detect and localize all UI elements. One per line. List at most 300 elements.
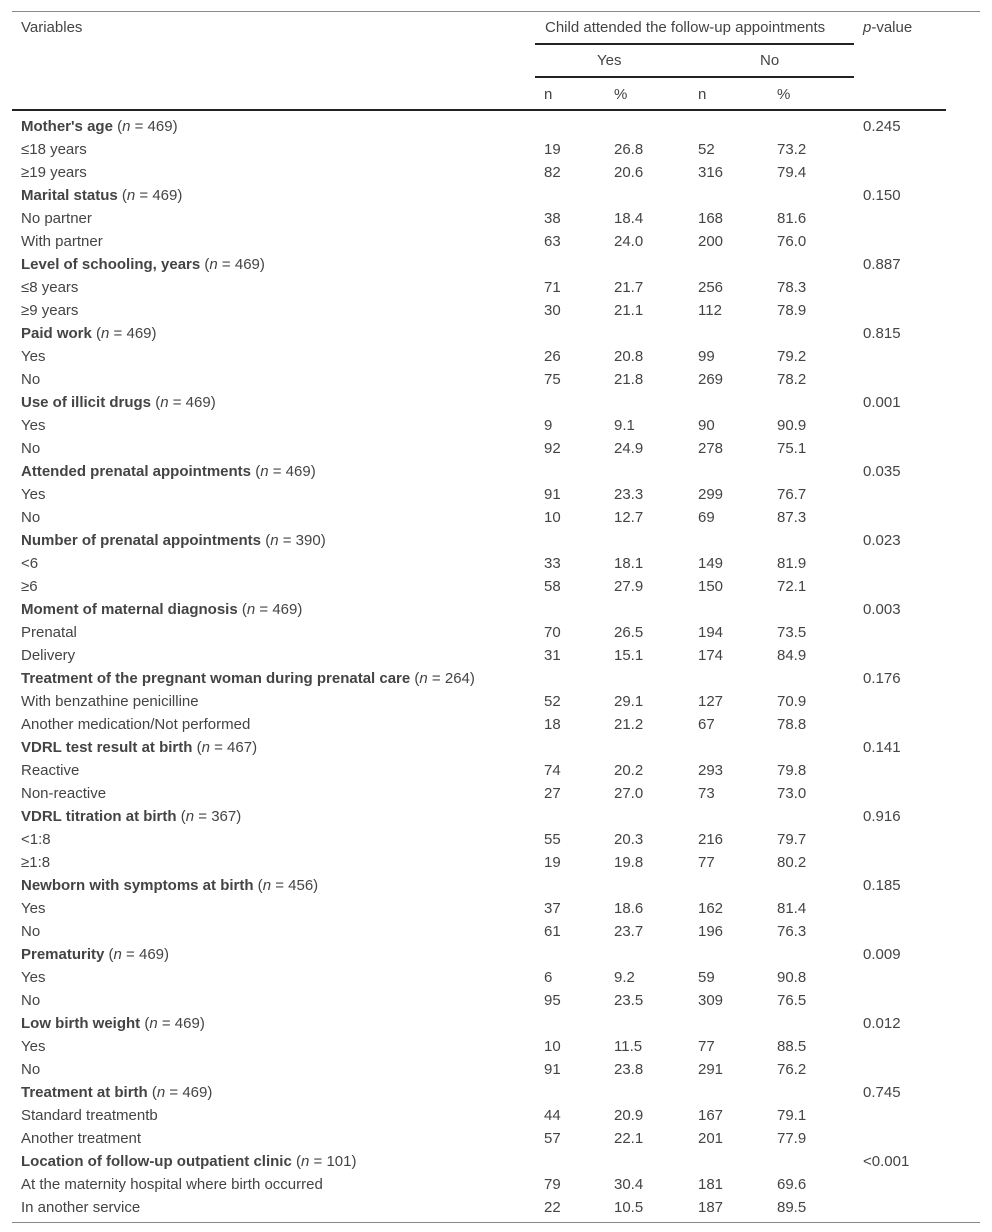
subgroup-underline — [535, 76, 854, 78]
row-label: Another medication/Not performed — [21, 716, 251, 733]
p-value: <0.001 — [863, 1153, 910, 1170]
section-row — [12, 253, 980, 276]
no-count: 194 — [698, 624, 724, 641]
sample-size-symbol: n — [160, 394, 169, 411]
section-label — [21, 322, 157, 345]
yes-percent: 26.5 — [614, 624, 644, 641]
table-row — [12, 690, 980, 713]
no-count: 69 — [698, 509, 715, 526]
section-sample-size: (n = 469) — [117, 187, 183, 204]
section-row — [12, 736, 980, 759]
yes-percent: 23.5 — [614, 992, 644, 1009]
no-percent: 79.4 — [777, 164, 807, 181]
sample-size-value: 469 — [234, 256, 260, 273]
table-row — [12, 437, 980, 460]
row-label: No partner — [21, 210, 92, 227]
group-underline — [535, 43, 854, 45]
table-row — [12, 368, 980, 391]
row-label: Yes — [21, 900, 46, 917]
section-title: Attended prenatal appointments — [21, 463, 252, 480]
yes-count: 57 — [544, 1130, 561, 1147]
yes-count: 30 — [544, 302, 561, 319]
section-title: Newborn with symptoms at birth — [21, 877, 254, 894]
sample-size-symbol: n — [419, 670, 428, 687]
table-row — [12, 1058, 980, 1081]
section-label — [21, 1012, 205, 1035]
no-percent: 79.1 — [777, 1107, 807, 1124]
yes-percent: 20.8 — [614, 348, 644, 365]
sample-size-symbol: n — [300, 1153, 310, 1170]
section-sample-size: (n = 264) — [410, 670, 475, 687]
table-row — [12, 230, 980, 253]
no-percent: 90.8 — [777, 969, 807, 986]
no-percent: 84.9 — [777, 647, 807, 664]
table-row — [12, 989, 980, 1012]
no-count: 112 — [698, 302, 722, 319]
yes-count: 63 — [544, 233, 561, 250]
no-percent: 76.7 — [777, 486, 807, 503]
table-row — [12, 552, 980, 575]
section-title: Low birth weight — [21, 1015, 141, 1032]
row-label: <6 — [21, 555, 39, 572]
p-value: 0.150 — [863, 187, 901, 204]
yes-count: 10 — [544, 509, 561, 526]
no-percent: 81.4 — [777, 900, 807, 917]
row-label: Yes — [21, 1038, 46, 1055]
no-percent: 69.6 — [777, 1176, 807, 1193]
sample-size-symbol: n — [185, 808, 195, 825]
section-row — [12, 943, 980, 966]
no-percent: 73.5 — [777, 624, 807, 641]
section-label — [21, 874, 318, 897]
yes-count: 33 — [544, 555, 561, 572]
section-sample-size: (n = 469) — [104, 946, 170, 963]
sample-size-value: 469 — [152, 187, 178, 204]
section-sample-size: (n = 469) — [200, 256, 265, 273]
yes-percent: 26.8 — [614, 141, 644, 158]
section-row — [12, 184, 980, 207]
yes-percent: 18.1 — [614, 555, 644, 572]
row-label: Another treatment — [21, 1130, 142, 1147]
no-count: 187 — [698, 1199, 724, 1216]
table-row — [12, 713, 980, 736]
section-row — [12, 322, 980, 345]
header-p-rest: -value — [871, 19, 913, 36]
row-label: With benzathine penicilline — [21, 693, 199, 710]
no-count: 59 — [698, 969, 715, 986]
row-label: No — [21, 923, 41, 940]
section-sample-size: (n = 467) — [192, 739, 258, 756]
no-percent: 78.9 — [777, 302, 807, 319]
header-variables: Variables — [21, 19, 83, 36]
no-count: 299 — [698, 486, 724, 503]
sample-size-value: 469 — [285, 463, 311, 480]
no-count: 73 — [698, 785, 715, 802]
yes-count: 75 — [544, 371, 561, 388]
row-label: In another service — [21, 1199, 141, 1216]
section-row — [12, 115, 980, 138]
no-count: 167 — [698, 1107, 724, 1124]
section-label — [21, 529, 326, 552]
p-value: 0.916 — [863, 808, 901, 825]
table-row — [12, 575, 980, 598]
no-count: 278 — [698, 440, 724, 457]
yes-percent: 21.7 — [614, 279, 644, 296]
section-row — [12, 874, 980, 897]
table-row — [12, 851, 980, 874]
yes-count: 92 — [544, 440, 561, 457]
row-label: Yes — [21, 969, 46, 986]
yes-percent: 20.3 — [614, 831, 644, 848]
section-sample-size: (n = 469) — [147, 1084, 213, 1101]
section-row — [12, 1081, 980, 1104]
section-row — [12, 598, 980, 621]
no-count: 149 — [698, 555, 724, 572]
yes-count: 6 — [544, 969, 553, 986]
yes-percent: 24.0 — [614, 233, 644, 250]
section-title: Marital status — [21, 187, 118, 204]
table-body — [12, 115, 980, 1219]
no-count: 196 — [698, 923, 724, 940]
row-label: ≥6 — [21, 578, 38, 595]
sample-size-symbol: n — [201, 739, 210, 756]
section-sample-size: (n = 469) — [112, 118, 178, 135]
table-row — [12, 621, 980, 644]
section-label — [21, 253, 265, 276]
header-yes-pct: % — [614, 86, 628, 103]
section-sample-size: (n = 390) — [261, 532, 326, 549]
no-count: 316 — [698, 164, 724, 181]
no-count: 256 — [698, 279, 724, 296]
no-percent: 75.1 — [777, 440, 807, 457]
yes-count: 71 — [544, 279, 561, 296]
no-count: 291 — [698, 1061, 724, 1078]
sample-size-value: 456 — [288, 877, 314, 894]
p-value: 0.887 — [863, 256, 901, 273]
row-label: No — [21, 440, 41, 457]
section-label — [21, 1081, 212, 1104]
table-row — [12, 138, 980, 161]
table-row — [12, 1104, 980, 1127]
table-row — [12, 299, 980, 322]
yes-count: 22 — [544, 1199, 561, 1216]
sample-size-symbol: n — [156, 1084, 166, 1101]
p-value: 0.245 — [863, 118, 901, 135]
sample-size-value: 101 — [326, 1153, 352, 1170]
table-row — [12, 1173, 980, 1196]
yes-percent: 18.6 — [614, 900, 644, 917]
section-title: VDRL titration at birth — [21, 808, 177, 825]
row-label: No — [21, 992, 41, 1009]
no-count: 201 — [698, 1130, 724, 1147]
sample-size-value: 367 — [211, 808, 237, 825]
yes-percent: 20.2 — [614, 762, 644, 779]
no-percent: 81.9 — [777, 555, 807, 572]
yes-count: 74 — [544, 762, 561, 779]
no-count: 269 — [698, 371, 724, 388]
header-p-italic: p — [863, 19, 872, 36]
p-value: 0.141 — [863, 739, 901, 756]
row-label: At the maternity hospital where birth occurred — [21, 1176, 323, 1193]
yes-percent: 21.1 — [614, 302, 644, 319]
sample-size-value: 469 — [272, 601, 298, 618]
row-label: ≥9 years — [21, 302, 79, 319]
header-yes: Yes — [597, 52, 622, 69]
sample-size-value: 469 — [185, 394, 211, 411]
table-row — [12, 414, 980, 437]
no-count: 127 — [698, 693, 724, 710]
yes-count: 19 — [544, 141, 561, 158]
sample-size-symbol: n — [113, 946, 122, 963]
section-sample-size: (n = 456) — [253, 877, 319, 894]
row-label: Standard treatmentb — [21, 1107, 158, 1124]
row-label: <1:8 — [21, 831, 51, 848]
yes-count: 79 — [544, 1176, 561, 1193]
section-title: Treatment of the pregnant woman during prenatal care — [21, 670, 411, 687]
yes-percent: 18.4 — [614, 210, 644, 227]
row-label: ≥1:8 — [21, 854, 51, 871]
section-title: Paid work — [21, 325, 92, 342]
table-row — [12, 345, 980, 368]
yes-count: 44 — [544, 1107, 561, 1124]
section-label — [21, 598, 302, 621]
yes-percent: 20.9 — [614, 1107, 644, 1124]
p-value: 0.009 — [863, 946, 901, 963]
section-title: Use of illicit drugs — [21, 394, 152, 411]
yes-count: 10 — [544, 1038, 561, 1055]
section-row — [12, 529, 980, 552]
yes-count: 37 — [544, 900, 561, 917]
no-count: 150 — [698, 578, 724, 595]
table-row — [12, 782, 980, 805]
no-percent: 76.0 — [777, 233, 807, 250]
sample-size-symbol: n — [260, 463, 269, 480]
yes-count: 95 — [544, 992, 561, 1009]
p-value: 0.012 — [863, 1015, 901, 1032]
section-label — [21, 391, 216, 414]
header-yes-n: n — [544, 86, 553, 103]
no-count: 162 — [698, 900, 724, 917]
yes-percent: 19.8 — [614, 854, 644, 871]
yes-percent: 29.1 — [614, 693, 644, 710]
sample-size-value: 469 — [182, 1084, 208, 1101]
p-value: 0.185 — [863, 877, 901, 894]
table-row — [12, 828, 980, 851]
p-value: 0.023 — [863, 532, 901, 549]
sample-size-value: 467 — [227, 739, 253, 756]
table-row — [12, 207, 980, 230]
yes-percent: 27.9 — [614, 578, 644, 595]
section-row — [12, 460, 980, 483]
sample-size-symbol: n — [149, 1015, 158, 1032]
table-row — [12, 897, 980, 920]
header-no-n: n — [698, 86, 707, 103]
section-sample-size: (n = 469) — [140, 1015, 205, 1032]
table-row — [12, 1196, 980, 1219]
section-label — [21, 115, 178, 138]
no-percent: 81.6 — [777, 210, 807, 227]
table-row — [12, 920, 980, 943]
no-count: 216 — [698, 831, 724, 848]
section-title: Number of prenatal appointments — [21, 532, 262, 549]
yes-count: 18 — [544, 716, 561, 733]
section-label — [21, 943, 169, 966]
row-label: Yes — [21, 348, 46, 365]
table-row — [12, 483, 980, 506]
p-value: 0.001 — [863, 394, 901, 411]
sample-size-symbol: n — [122, 118, 131, 135]
table-row — [12, 966, 980, 989]
no-percent: 78.3 — [777, 279, 807, 296]
p-value: 0.745 — [863, 1084, 901, 1101]
section-sample-size: (n = 469) — [237, 601, 303, 618]
header-no-pct: % — [777, 86, 791, 103]
yes-percent: 30.4 — [614, 1176, 644, 1193]
sample-size-symbol: n — [209, 256, 218, 273]
yes-count: 26 — [544, 348, 561, 365]
sample-size-value: 469 — [126, 325, 152, 342]
sample-size-value: 390 — [295, 532, 321, 549]
header-bottom-rule — [12, 109, 946, 111]
yes-percent: 20.6 — [614, 164, 644, 181]
section-row — [12, 1012, 980, 1035]
yes-count: 31 — [544, 647, 561, 664]
section-row — [12, 805, 980, 828]
section-row — [12, 1150, 980, 1173]
yes-percent: 21.2 — [614, 716, 644, 733]
no-count: 200 — [698, 233, 724, 250]
yes-percent: 23.3 — [614, 486, 644, 503]
sample-size-symbol: n — [101, 325, 110, 342]
no-percent: 88.5 — [777, 1038, 807, 1055]
sample-size-symbol: n — [246, 601, 256, 618]
no-percent: 89.5 — [777, 1199, 807, 1216]
yes-count: 52 — [544, 693, 561, 710]
yes-count: 27 — [544, 785, 561, 802]
no-percent: 80.2 — [777, 854, 807, 871]
yes-count: 55 — [544, 831, 561, 848]
section-title: Level of schooling, years — [21, 256, 201, 273]
row-label: ≤18 years — [21, 141, 87, 158]
no-count: 181 — [698, 1176, 724, 1193]
sample-size-symbol: n — [270, 532, 279, 549]
no-percent: 76.5 — [777, 992, 807, 1009]
no-count: 174 — [698, 647, 724, 664]
p-value: 0.176 — [863, 670, 901, 687]
yes-percent: 24.9 — [614, 440, 644, 457]
no-count: 52 — [698, 141, 715, 158]
no-percent: 78.2 — [777, 371, 807, 388]
no-percent: 79.8 — [777, 762, 807, 779]
yes-count: 91 — [544, 486, 561, 503]
section-title: Prematurity — [21, 946, 105, 963]
section-sample-size: (n = 469) — [91, 325, 157, 342]
no-percent: 79.2 — [777, 348, 807, 365]
section-sample-size: (n = 367) — [176, 808, 242, 825]
table-row — [12, 1127, 980, 1150]
yes-percent: 21.8 — [614, 371, 644, 388]
results-table — [12, 11, 980, 1223]
no-percent: 78.8 — [777, 716, 807, 733]
section-title: Location of follow-up outpatient clinic — [21, 1153, 292, 1170]
no-count: 309 — [698, 992, 724, 1009]
section-sample-size: (n = 469) — [251, 463, 316, 480]
sample-size-symbol: n — [126, 187, 136, 204]
row-label: No — [21, 371, 41, 388]
row-label: Yes — [21, 417, 46, 434]
yes-count: 19 — [544, 854, 561, 871]
section-sample-size: (n = 469) — [151, 394, 216, 411]
yes-percent: 12.7 — [614, 509, 644, 526]
header-no: No — [760, 52, 780, 69]
yes-percent: 23.8 — [614, 1061, 644, 1078]
row-label: Yes — [21, 486, 46, 503]
row-label: Delivery — [21, 647, 76, 664]
row-label: Prenatal — [21, 624, 77, 641]
yes-percent: 23.7 — [614, 923, 644, 940]
no-percent: 77.9 — [777, 1130, 807, 1147]
section-row — [12, 667, 980, 690]
section-label — [21, 184, 182, 207]
no-count: 77 — [698, 854, 715, 871]
sample-size-symbol: n — [262, 877, 272, 894]
section-label — [21, 736, 257, 759]
section-title: Moment of maternal diagnosis — [21, 601, 238, 618]
no-percent: 73.2 — [777, 141, 807, 158]
section-title: VDRL test result at birth — [21, 739, 193, 756]
section-title: Treatment at birth — [21, 1084, 148, 1101]
yes-count: 38 — [544, 210, 561, 227]
section-label — [21, 1150, 356, 1173]
section-title: Mother's age — [21, 118, 113, 135]
no-percent: 87.3 — [777, 509, 807, 526]
sample-size-value: 469 — [147, 118, 173, 135]
yes-count: 58 — [544, 578, 561, 595]
no-percent: 90.9 — [777, 417, 807, 434]
yes-count: 9 — [544, 417, 553, 434]
no-count: 168 — [698, 210, 724, 227]
no-percent: 72.1 — [777, 578, 807, 595]
row-label: Reactive — [21, 762, 80, 779]
no-percent: 79.7 — [777, 831, 807, 848]
yes-percent: 27.0 — [614, 785, 644, 802]
table-row — [12, 1035, 980, 1058]
section-label — [21, 805, 241, 828]
section-row — [12, 391, 980, 414]
section-label — [21, 667, 475, 690]
yes-percent: 9.1 — [614, 417, 635, 434]
no-count: 67 — [698, 716, 715, 733]
no-count: 293 — [698, 762, 724, 779]
section-sample-size: (n = 101) — [291, 1153, 357, 1170]
yes-count: 61 — [544, 923, 561, 940]
yes-percent: 10.5 — [614, 1199, 644, 1216]
section-label — [21, 460, 316, 483]
sample-size-value: 264 — [444, 670, 470, 687]
no-percent: 73.0 — [777, 785, 807, 802]
no-count: 90 — [698, 417, 715, 434]
no-percent: 70.9 — [777, 693, 807, 710]
row-label: ≤8 years — [21, 279, 79, 296]
p-value: 0.815 — [863, 325, 901, 342]
p-value: 0.003 — [863, 601, 901, 618]
p-value: 0.035 — [863, 463, 901, 480]
no-count: 99 — [698, 348, 715, 365]
yes-percent: 15.1 — [614, 647, 644, 664]
no-percent: 76.3 — [777, 923, 807, 940]
header-group-title: Child attended the follow-up appointments — [545, 19, 826, 36]
row-label: ≥19 years — [21, 164, 87, 181]
